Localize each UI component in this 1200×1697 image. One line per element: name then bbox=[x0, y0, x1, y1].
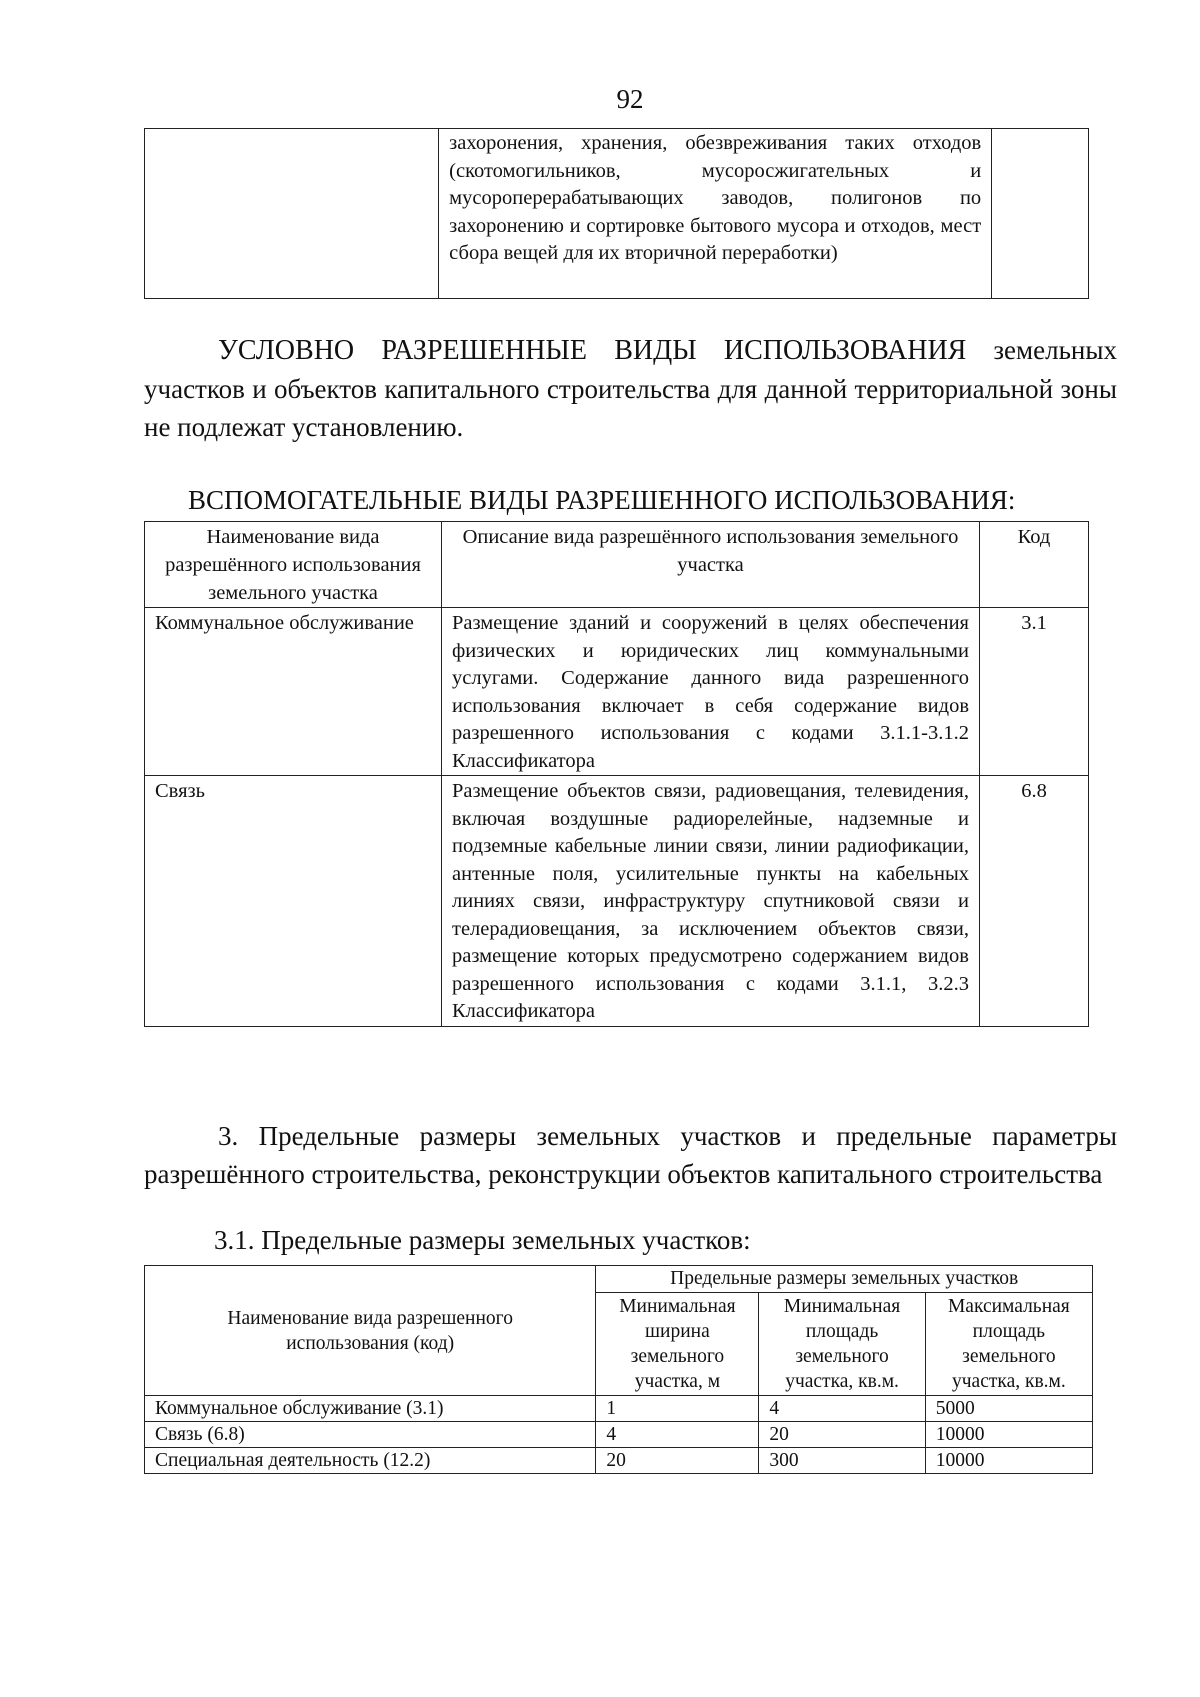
use-description: Размещение зданий и сооружений в целях обеспечения физических и юридических лиц коммунальными услугами. Содержание данного вида разрешенного использования включает в себя содержание видов разрешенного использования с кодами 3.1.1-3.1.2 Классификатора bbox=[442, 608, 980, 776]
continuation-table bbox=[144, 128, 1089, 299]
empty-name-cell bbox=[145, 129, 439, 299]
use-name: Связь bbox=[145, 776, 442, 1027]
conditional-uses-paragraph bbox=[144, 331, 1117, 446]
table-row bbox=[145, 1396, 1093, 1422]
table-row bbox=[145, 1448, 1093, 1474]
header-min-area: Минимальная площадь земельного участка, кв.м. bbox=[759, 1293, 925, 1396]
header-max-area: Максимальная площадь земельного участка, кв.м. bbox=[925, 1293, 1092, 1396]
use-code: 3.1 bbox=[980, 608, 1089, 776]
header-code: Код bbox=[980, 522, 1089, 608]
table-row bbox=[145, 129, 1089, 299]
row-min-width: 20 bbox=[596, 1448, 759, 1474]
auxiliary-uses-table bbox=[144, 521, 1089, 1027]
row-max-area: 5000 bbox=[925, 1396, 1092, 1422]
table-row bbox=[145, 608, 1089, 776]
limits-paragraph bbox=[144, 1117, 1117, 1193]
table-row bbox=[145, 1422, 1093, 1448]
header-group: Предельные размеры земельных участков bbox=[596, 1266, 1093, 1293]
use-description: Размещение объектов связи, радиовещания, телевидения, включая воздушные радиорелейные, надземные и подземные кабельные линии связи, линии радиофикации, антенные поля, усилительные пункты на кабельных линиях связи, инфраструктуру спутниковой связи и телерадиовещания, за исключением объектов связи, размещение которых предусмотрено содержанием видов разрешенного использования с кодами 3.1.1, 3.2.3 Классификатора bbox=[442, 776, 980, 1027]
header-name: Наименование вида разрешенного использования (код) bbox=[145, 1266, 596, 1396]
row-min-area: 20 bbox=[759, 1422, 925, 1448]
use-name: Коммунальное обслуживание bbox=[145, 608, 442, 776]
plot-size-limits-table bbox=[144, 1265, 1093, 1474]
row-min-width: 1 bbox=[596, 1396, 759, 1422]
empty-code-cell bbox=[992, 129, 1089, 299]
table-header-row bbox=[145, 522, 1089, 608]
page-number: 92 bbox=[616, 84, 644, 114]
conditional-uses-heading: УСЛОВНО РАЗРЕШЕННЫЕ ВИДЫ ИСПОЛЬЗОВАНИЯ bbox=[218, 335, 967, 366]
auxiliary-uses-title: ВСПОМОГАТЕЛЬНЫЕ ВИДЫ РАЗРЕШЕННОГО ИСПОЛЬЗОВАНИЯ: bbox=[188, 485, 1016, 515]
table-header-row bbox=[145, 1266, 1093, 1293]
header-min-width: Минимальная ширина земельного участка, м bbox=[596, 1293, 759, 1396]
row-min-area: 300 bbox=[759, 1448, 925, 1474]
use-code: 6.8 bbox=[980, 776, 1089, 1027]
row-name: Коммунальное обслуживание (3.1) bbox=[145, 1396, 596, 1422]
subsection-title: 3.1. Предельные размеры земельных участков: bbox=[214, 1225, 751, 1255]
row-name: Связь (6.8) bbox=[145, 1422, 596, 1448]
description-cell: захоронения, хранения, обезвреживания таких отходов (скотомогильников, мусоросжигательных и мусороперерабатывающих заводов, полигонов по захоронению и сортировке бытового мусора и отходов, мест сбора вещей для их вторичной переработки) bbox=[439, 129, 992, 299]
row-max-area: 10000 bbox=[925, 1422, 1092, 1448]
row-name: Специальная деятельность (12.2) bbox=[145, 1448, 596, 1474]
limits-paragraph-text: 3. Предельные размеры земельных участков и предельные параметры разрешённого строительства, реконструкции объектов капитального строительства bbox=[144, 1121, 1117, 1189]
header-name: Наименование вида разрешённого использования земельного участка bbox=[145, 522, 442, 608]
conditional-uses-text: земельных участков и объектов капитального строительства для данной территориальной зоны не подлежат установлению. bbox=[144, 335, 1117, 442]
header-description: Описание вида разрешённого использования земельного участка bbox=[442, 522, 980, 608]
row-max-area: 10000 bbox=[925, 1448, 1092, 1474]
table-row bbox=[145, 776, 1089, 1027]
row-min-area: 4 bbox=[759, 1396, 925, 1422]
row-min-width: 4 bbox=[596, 1422, 759, 1448]
